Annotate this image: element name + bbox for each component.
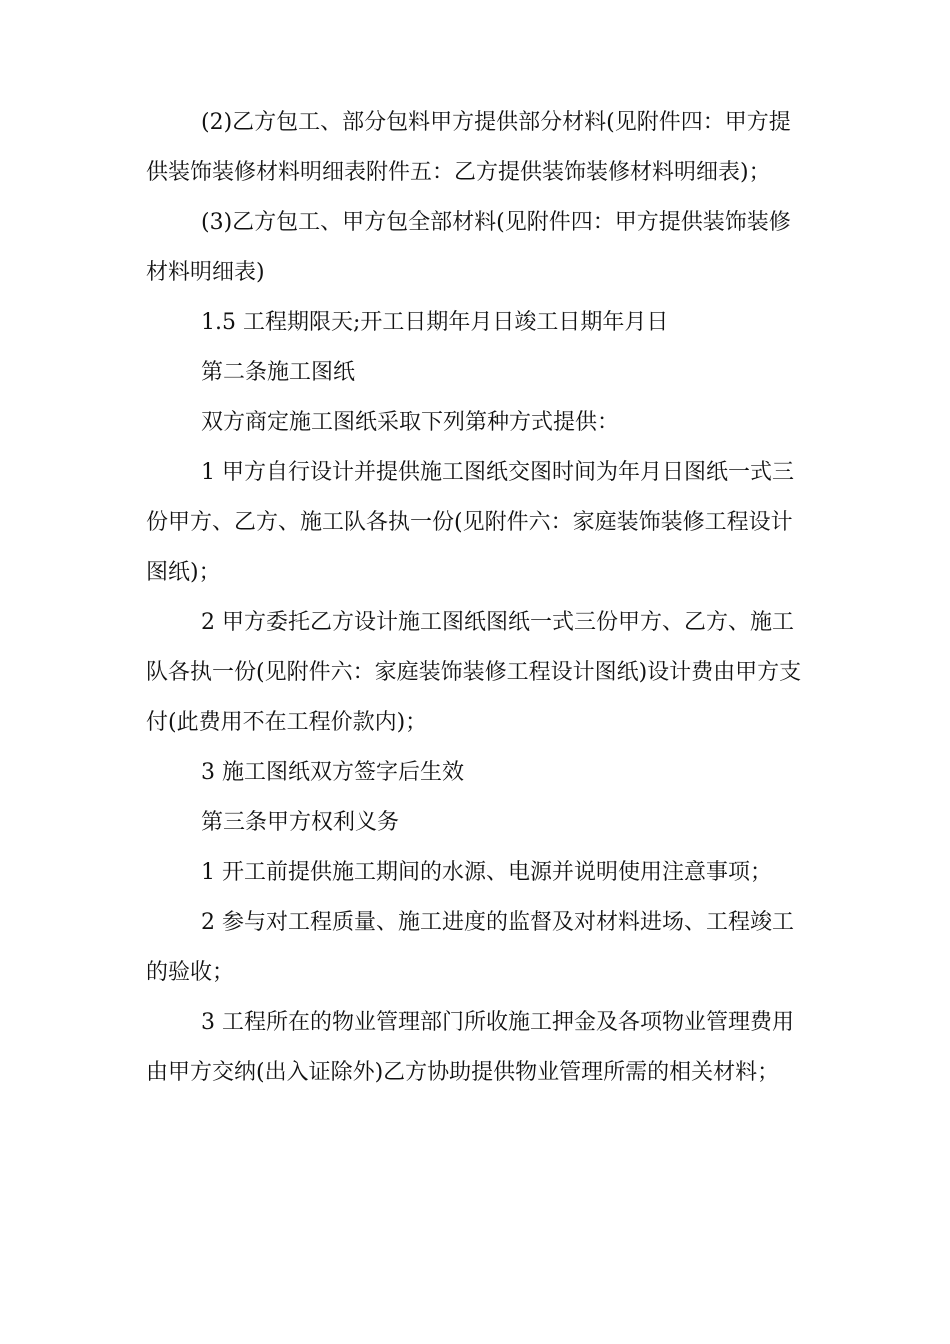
paragraph-party-a-duty-two: 2 参与对工程质量、施工进度的监督及对材料进场、工程竣工的验收； [146,910,794,985]
paragraph-drawing-option-two: 2 甲方委托乙方设计施工图纸图纸一式三份甲方、乙方、施工队各执一份(见附件六：家庭装饰装修工程设计图纸)设计费由甲方支付(此费用不在工程价款内)； [146,610,802,735]
paragraph-party-a-duty-three: 3 工程所在的物业管理部门所收施工押金及各项物业管理费用由甲方交纳(出入证除外)乙方协助提供物业管理所需的相关材料； [146,1010,794,1085]
paragraph-drawing-option-one: 1 甲方自行设计并提供施工图纸交图时间为年月日图纸一式三份甲方、乙方、施工队各执一份(见附件六：家庭装饰装修工程设计图纸)； [146,460,794,585]
paragraph-drawing-effective: 3 施工图纸双方签字后生效 [201,760,464,785]
paragraph-party-a-duty-one: 1 开工前提供施工期间的水源、电源并说明使用注意事项； [201,860,772,885]
paragraph-construction-period: 1.5 工程期限天;开工日期年月日竣工日期年月日 [201,310,669,335]
paragraph-drawing-method: 双方商定施工图纸采取下列第种方式提供： [201,410,620,435]
document-body [146,98,810,1098]
paragraph-clause-material-partial: (2)乙方包工、部分包料甲方提供部分材料(见附件四：甲方提供装饰装修材料明细表附件五：乙方提供装饰装修材料明细表)； [146,110,791,185]
heading-article-two: 第二条施工图纸 [201,360,356,385]
heading-article-three: 第三条甲方权利义务 [201,810,400,835]
paragraph-clause-material-full: (3)乙方包工、甲方包全部材料(见附件四：甲方提供装饰装修材料明细表) [146,210,791,285]
